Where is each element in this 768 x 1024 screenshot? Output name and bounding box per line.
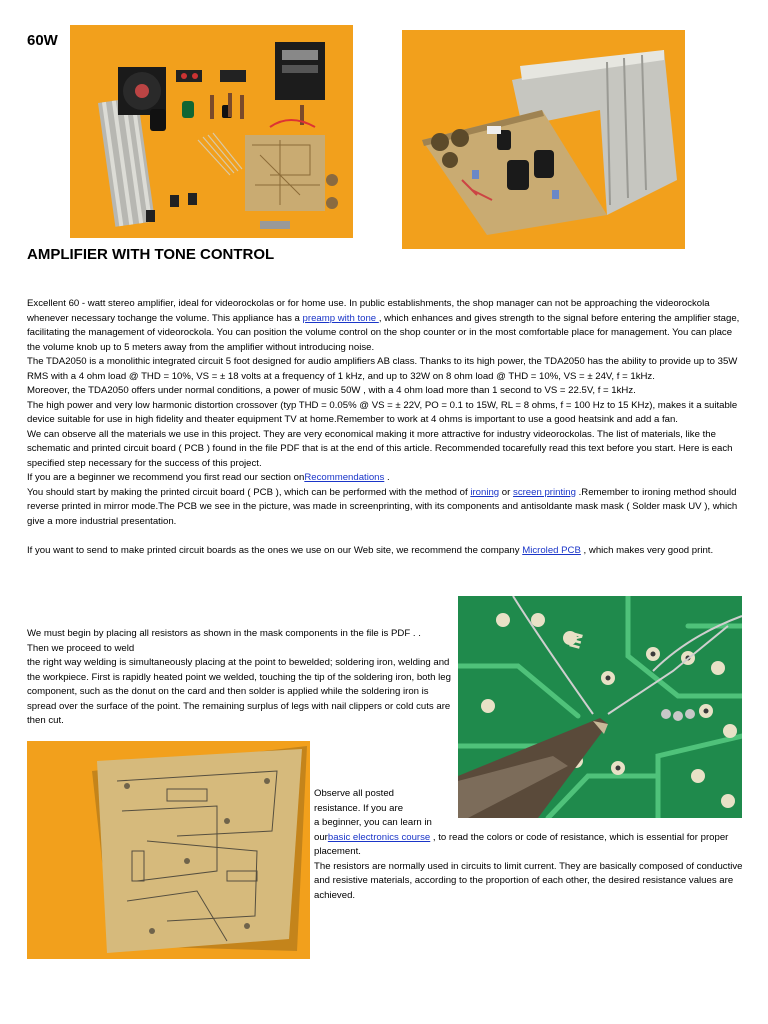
screen-printing-link[interactable]: screen printing bbox=[513, 486, 576, 498]
intro-paragraph-3: Moreover, the TDA2050 offers under normal conditions, a power of music 50W , with a 4 ohm load more than 1 second to VS = 22.5V, f = 1kHz. bbox=[27, 385, 636, 396]
intro-paragraph-7-rest: .Remember to ironing method should reverse printed in mirror mode.The PCB we see in the picture, was made in screenprinting, with its components and antisoldante mask mask ( Solder mask UV ), which give a more industrial presentation. bbox=[27, 486, 738, 527]
resistors-paragraph-3: the right way welding is simultaneously placing at the point to bewelded; soldering iron, welding and the workpiece. First is rapidly heated point we welded, touching the tip of the soldering iron, both leg component, such as the donut on the card and then solder is applied while the soldering iron is spread over the surface of the point. The remaining surplus of legs with nail clippers or cold cuts are then cut. bbox=[27, 657, 451, 726]
intro-paragraph-7 bbox=[27, 486, 743, 530]
kit-parts-image bbox=[70, 25, 353, 238]
observe-line-4-rest: , to read the colors or code of resistance, which is essential for proper placement. bbox=[314, 831, 729, 857]
intro-paragraph-1 bbox=[27, 297, 743, 355]
intro-section bbox=[27, 297, 743, 558]
ironing-link[interactable]: ironing bbox=[470, 486, 500, 498]
page-label: 60W bbox=[27, 32, 58, 49]
resistors-section bbox=[27, 627, 455, 729]
observe-line-4-prefix: our bbox=[314, 831, 328, 843]
intro-paragraph-1-rest: , which enhances and gives strength to the signal before entering the amplifier stage, facilitating the management of videorockola. You can position the volume control on the shop counter or in the most comfortable place for management. You can place the volume knob up to 5 meters away from the amplifier without introducing noise. bbox=[27, 312, 740, 353]
soldering-image bbox=[458, 596, 742, 818]
intro-paragraph-8-rest: , which makes very good print. bbox=[580, 544, 714, 556]
intro-paragraph-7-mid: or bbox=[499, 486, 514, 498]
intro-paragraph-5: We can observe all the materials we use in this project. They are very economical making it more attractive for industry videorockolas. The list of materials, like the schematic and printed circuit board ( PCB ) found in the file PDF that is at the end of this article. Recommended tocarefully read this text before you start. Here is each specified step necessary for the success of this project. bbox=[27, 428, 733, 469]
paragraph-spacer bbox=[27, 529, 743, 544]
intro-paragraph-1-text: Excellent 60 - watt stereo amplifier, ideal for videorockolas or for home use. In public establishments, the shop manager can not be approaching the videorockola whenever necessary tochange the volume. This appliance has a bbox=[27, 298, 710, 324]
resistors-paragraph-2: Then we proceed to weld bbox=[27, 642, 135, 654]
assembled-board-photo bbox=[402, 30, 685, 249]
intro-paragraph-8 bbox=[27, 544, 743, 559]
bare-pcb-photo bbox=[27, 741, 310, 959]
intro-paragraph-6-text: If you are a beginner we recommend you first read our section on bbox=[27, 472, 305, 483]
observe-line-4 bbox=[314, 831, 744, 860]
intro-paragraph-7-text: You should start by making the printed circuit board ( PCB ), which can be performed with the method of bbox=[27, 486, 471, 498]
intro-paragraph-8-text: If you want to send to make printed circuit boards as the ones we use on our Web site, we recommend the company bbox=[27, 544, 523, 556]
assembled-board-image bbox=[402, 30, 685, 249]
bare-pcb-image bbox=[27, 741, 310, 959]
intro-paragraph-6-rest: . bbox=[384, 472, 390, 483]
observe-line-2: resistance. If you are bbox=[314, 802, 404, 814]
observe-section bbox=[314, 787, 744, 903]
intro-paragraph-2: The TDA2050 is a monolithic integrated circuit 5 foot designed for audio amplifiers AB class. Thanks to its high power, the TDA2050 has the ability to provide up to 35W RMS with a 4 ohm load @ THD = 10%, VS = ± 18 volts at a frequency of 1 kHz, and up to 32W on 8 ohm load @ THD = 10%, VS = ± 24V, f = 1kHz. bbox=[27, 356, 738, 382]
intro-paragraph-6 bbox=[27, 471, 743, 486]
recommendations-link[interactable]: Recommendations bbox=[304, 472, 385, 483]
microled-pcb-link[interactable]: Microled PCB bbox=[522, 544, 581, 556]
intro-paragraph-4: The high power and very low harmonic distortion crossover (typ THD = 0.05% @ VS = ± 22V, PO = 0.1 to 15W, RL = 8 ohms, f = 100 Hz to 15 KHz), makes it a suitable device suitable for use in high fidelity and theater equipment TV at home.Remember to work at 4 ohms is important to use a good heatsink and add a fan. bbox=[27, 399, 738, 425]
observe-line-3: a beginner, you can learn in bbox=[314, 817, 432, 828]
preamp-with-tone-link[interactable]: preamp with tone bbox=[302, 312, 379, 324]
kit-parts-photo bbox=[70, 25, 353, 238]
observe-line-1: Observe all posted bbox=[314, 788, 394, 799]
soldering-photo bbox=[458, 596, 742, 818]
resistors-paragraph-1: We must begin by placing all resistors as shown in the mask components in the file is PDF . . bbox=[27, 628, 421, 639]
observe-paragraph-2: The resistors are normally used in circuits to limit current. They are basically composed of conductive and resistive materials, according to the proportion of each other, the desired resistance values are achieved. bbox=[314, 860, 743, 901]
page-title: AMPLIFIER WITH TONE CONTROL bbox=[27, 246, 275, 263]
pcb-in-label: IN bbox=[567, 630, 588, 652]
basic-electronics-course-link[interactable]: basic electronics course bbox=[327, 831, 431, 843]
